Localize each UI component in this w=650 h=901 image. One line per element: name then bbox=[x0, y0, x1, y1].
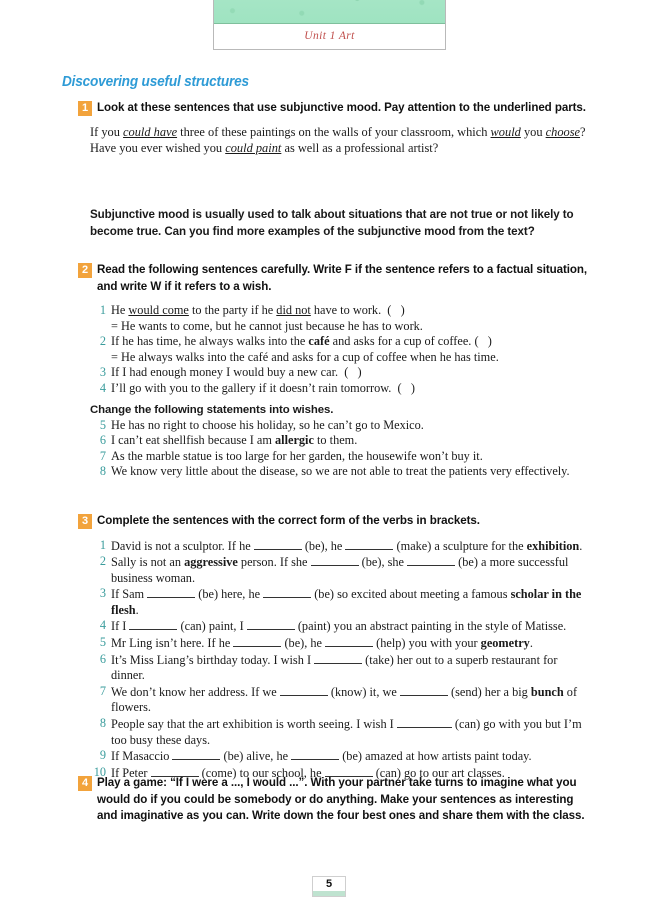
item-number: 2 bbox=[99, 554, 106, 569]
exercise-1-header bbox=[78, 100, 590, 117]
list-item bbox=[90, 684, 590, 716]
item-text: We know very little about the disease, so we are not able to treat the patients very effectively. bbox=[111, 464, 570, 479]
example-sentence-1: If you could have three of these paintings on the walls of your classroom, which would you choose? bbox=[90, 124, 586, 139]
item-text: = He always walks into the café and asks for a cup of coffee when he has time. bbox=[111, 349, 499, 364]
exercise-2-subheading: Change the following statements into wishes. bbox=[90, 403, 334, 416]
answer-blank[interactable] bbox=[254, 538, 302, 550]
artwork-image bbox=[214, 0, 445, 24]
item-text: He has no right to choose his holiday, so he can’t go to Mexico. bbox=[111, 417, 424, 432]
item-number: 8 bbox=[99, 716, 106, 731]
list-item bbox=[90, 618, 590, 635]
answer-blank[interactable] bbox=[407, 554, 455, 566]
list-item bbox=[90, 449, 590, 465]
item-text: I can’t eat shellfish because I am allergic to them. bbox=[111, 433, 358, 448]
answer-blank[interactable] bbox=[397, 716, 452, 728]
exercise-2-instruction: Read the following sentences carefully. Write F if the sentence refers to a factual situation, and write W if it refers to a wish. bbox=[97, 263, 588, 293]
exercise-3-list bbox=[78, 538, 590, 782]
answer-blank[interactable] bbox=[147, 586, 195, 598]
answer-blank[interactable] bbox=[129, 618, 177, 630]
item-number: 7 bbox=[99, 448, 106, 463]
list-item bbox=[90, 716, 590, 748]
item-number: 6 bbox=[99, 433, 106, 448]
answer-blank[interactable] bbox=[325, 635, 373, 647]
list-item bbox=[90, 433, 590, 449]
item-text: He would come to the party if he did not have to work. ( ) bbox=[111, 303, 405, 317]
image-caption: Unit 1 Art bbox=[214, 24, 445, 49]
item-text: David is not a sculptor. If he (be), he (make) a sculpture for the exhibition. bbox=[111, 538, 583, 553]
item-number: 7 bbox=[99, 683, 106, 698]
answer-blank[interactable] bbox=[263, 586, 311, 598]
exercise-2-list bbox=[78, 303, 590, 397]
item-number: 5 bbox=[99, 635, 106, 650]
list-item bbox=[90, 652, 590, 684]
exercise-1-examples bbox=[90, 124, 590, 157]
answer-blank[interactable] bbox=[291, 748, 339, 760]
exercise-2-badge: 2 bbox=[78, 263, 92, 278]
exercise-4 bbox=[78, 775, 590, 825]
item-number: 10 bbox=[93, 764, 106, 779]
answer-blank[interactable] bbox=[280, 684, 328, 696]
unit-image-block bbox=[213, 0, 446, 50]
item-text: It’s Miss Liang’s birthday today. I wish I (take) her out to a superb restaurant for dinner. bbox=[111, 652, 558, 683]
list-item bbox=[90, 464, 590, 480]
answer-blank[interactable] bbox=[400, 684, 448, 696]
item-text: If Masaccio (be) alive, he (be) amazed at how artists paint today. bbox=[111, 749, 532, 764]
item-number: 3 bbox=[99, 586, 106, 601]
page-number-accent-bar bbox=[313, 891, 345, 896]
exercise-4-instruction: Play a game: “If I were a ..., I would ...”. With your partner take turns to imagine what you would do if you could be somebody or do anything. Make your sentences as interesting and imaginative as you can. Write down the four best ones and share them with the class. bbox=[97, 776, 585, 822]
subjunctive-note: Subjunctive mood is usually used to talk about situations that are not true or not likely to become true. Can you find more examples of the subjunctive mood from the text? bbox=[90, 208, 574, 238]
item-number: 1 bbox=[99, 537, 106, 552]
item-number: 3 bbox=[99, 365, 106, 380]
answer-blank[interactable] bbox=[311, 554, 359, 566]
answer-blank[interactable] bbox=[172, 748, 220, 760]
list-item bbox=[90, 334, 590, 350]
page-number-box bbox=[312, 876, 346, 897]
item-number: 2 bbox=[99, 334, 106, 349]
item-text: If Peter (come) to our school, he (can) go to our art classes. bbox=[111, 765, 505, 780]
answer-blank[interactable] bbox=[345, 538, 393, 550]
item-number: 1 bbox=[99, 303, 106, 317]
list-item bbox=[90, 319, 590, 335]
item-number: 4 bbox=[99, 618, 106, 633]
list-item bbox=[90, 538, 590, 555]
item-text: = He wants to come, but he cannot just because he has to work. bbox=[111, 318, 423, 333]
item-text: If he has time, he always walks into the café and asks for a cup of coffee. ( ) bbox=[111, 334, 492, 349]
item-text: If I (can) paint, I (paint) you an abstract painting in the style of Matisse. bbox=[111, 619, 567, 634]
example-sentence-2: Have you ever wished you could paint as well as a professional artist? bbox=[90, 141, 439, 155]
item-text: Sally is not an aggressive person. If she (be), she (be) a more successful business woman. bbox=[111, 555, 569, 585]
exercise-1 bbox=[78, 100, 590, 157]
list-item bbox=[90, 350, 590, 366]
exercise-1-note-block bbox=[78, 206, 590, 240]
item-text: Mr Ling isn’t here. If he (be), he (help) you with your geometry. bbox=[111, 636, 533, 651]
list-item bbox=[90, 748, 590, 765]
item-text: We don’t know her address. If we (know) it, we (send) her a big bunch of flowers. bbox=[111, 684, 578, 715]
exercise-4-header bbox=[78, 775, 590, 825]
list-item bbox=[90, 586, 590, 618]
answer-blank[interactable] bbox=[233, 635, 281, 647]
item-number: 6 bbox=[99, 651, 106, 666]
exercise-2-list-wishes bbox=[78, 418, 590, 480]
list-item bbox=[90, 635, 590, 652]
list-item bbox=[90, 365, 590, 381]
item-text: As the marble statue is too large for her garden, the housewife won’t buy it. bbox=[111, 448, 483, 463]
list-item bbox=[90, 381, 590, 397]
item-text: If Sam (be) here, he (be) so excited about meeting a famous scholar in the flesh. bbox=[111, 587, 582, 617]
exercise-1-instruction: Look at these sentences that use subjunctive mood. Pay attention to the underlined parts. bbox=[97, 101, 586, 114]
item-text: I’ll go with you to the gallery if it doesn’t rain tomorrow. ( ) bbox=[111, 380, 415, 395]
page-number: 5 bbox=[325, 878, 333, 890]
item-number: 9 bbox=[99, 748, 106, 763]
exercise-3-header bbox=[78, 513, 590, 530]
item-number: 8 bbox=[99, 464, 106, 479]
exercise-3-badge: 3 bbox=[78, 514, 92, 529]
page-title: Discovering useful structures bbox=[62, 74, 249, 90]
list-item bbox=[90, 303, 590, 319]
exercise-2 bbox=[78, 262, 590, 480]
item-number: 4 bbox=[99, 380, 106, 395]
exercise-1-badge: 1 bbox=[78, 101, 92, 116]
item-text: People say that the art exhibition is worth seeing. I wish I (can) go with you but I’m too busy these days. bbox=[111, 717, 582, 747]
exercise-2-header bbox=[78, 262, 590, 295]
item-text: If I had enough money I would buy a new car. ( ) bbox=[111, 365, 362, 380]
list-item bbox=[90, 418, 590, 434]
answer-blank[interactable] bbox=[314, 652, 362, 664]
item-number: 5 bbox=[99, 417, 106, 432]
list-item bbox=[90, 554, 590, 586]
exercise-3 bbox=[78, 513, 590, 781]
exercise-3-instruction: Complete the sentences with the correct form of the verbs in brackets. bbox=[97, 514, 480, 527]
exercise-4-badge: 4 bbox=[78, 776, 92, 791]
answer-blank[interactable] bbox=[247, 618, 295, 630]
